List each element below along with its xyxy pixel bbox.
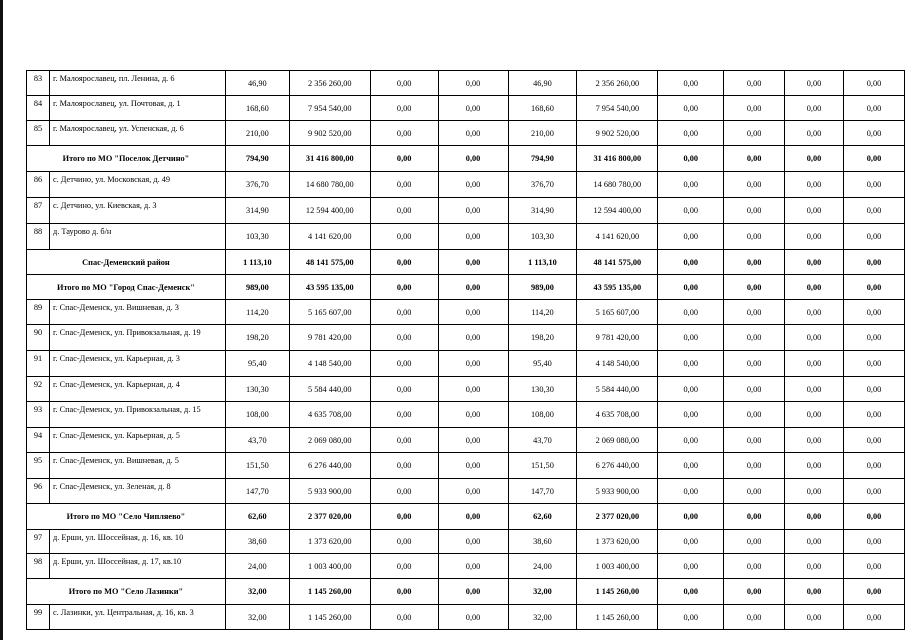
value-cell: 147,70 [508,479,577,504]
value-cell: 1 145 260,00 [577,579,658,605]
value-cell: 4 635 708,00 [577,402,658,428]
table-row [27,300,905,325]
row-number: 95 [27,453,50,479]
value-cell: 2 377 020,00 [577,504,658,530]
value-cell: 0,00 [843,377,904,402]
table-row [27,96,905,121]
value-cell: 0,00 [658,300,724,325]
value-cell: 95,40 [225,351,289,377]
value-cell: 2 377 020,00 [289,504,370,530]
value-cell: 9 781 420,00 [289,325,370,351]
value-cell: 151,50 [508,453,577,479]
value-cell: 1 113,10 [508,250,577,275]
value-cell: 4 148 540,00 [577,351,658,377]
value-cell: 31 416 800,00 [289,146,370,172]
value-cell: 0,00 [438,479,508,504]
value-cell: 0,00 [724,504,785,530]
value-cell: 0,00 [724,428,785,453]
row-number: 88 [27,224,50,250]
value-cell: 14 680 780,00 [577,172,658,198]
value-cell: 0,00 [658,479,724,504]
value-cell: 0,00 [370,224,438,250]
value-cell: 0,00 [438,300,508,325]
row-number: 94 [27,428,50,453]
value-cell: 0,00 [370,121,438,146]
table-row [27,479,905,504]
value-cell: 0,00 [658,71,724,96]
value-cell: 0,00 [438,275,508,300]
row-number: 91 [27,351,50,377]
value-cell: 0,00 [843,121,904,146]
value-cell: 0,00 [785,479,844,504]
row-number: 84 [27,96,50,121]
value-cell: 1 373 620,00 [289,530,370,554]
value-cell: 48 141 575,00 [289,250,370,275]
value-cell: 5 165 607,00 [289,300,370,325]
value-cell: 0,00 [785,377,844,402]
value-cell: 0,00 [843,325,904,351]
value-cell: 0,00 [370,96,438,121]
value-cell: 38,60 [508,530,577,554]
address-cell: г. Спас-Деменск, ул. Карьерная, д. 3 [49,351,225,377]
value-cell: 14 680 780,00 [289,172,370,198]
value-cell: 103,30 [225,224,289,250]
value-cell: 43,70 [508,428,577,453]
value-cell: 0,00 [724,377,785,402]
table-row [27,224,905,250]
value-cell: 24,00 [508,554,577,579]
value-cell: 0,00 [724,71,785,96]
value-cell: 0,00 [724,605,785,630]
value-cell: 0,00 [785,121,844,146]
table-row [27,377,905,402]
value-cell: 46,90 [508,71,577,96]
value-cell: 0,00 [438,402,508,428]
address-cell: г. Малоярославец, пл. Ленина, д. 6 [49,71,225,96]
value-cell: 1 373 620,00 [577,530,658,554]
value-cell: 0,00 [438,96,508,121]
value-cell: 198,20 [508,325,577,351]
value-cell: 0,00 [370,428,438,453]
value-cell: 0,00 [438,504,508,530]
value-cell: 6 276 440,00 [577,453,658,479]
value-cell: 0,00 [658,554,724,579]
value-cell: 0,00 [438,453,508,479]
value-cell: 46,90 [225,71,289,96]
value-cell: 0,00 [438,250,508,275]
value-cell: 0,00 [724,198,785,224]
document-page [26,70,905,630]
value-cell: 103,30 [508,224,577,250]
value-cell: 0,00 [658,579,724,605]
subtotal-label: Итого по МО "Поселок Детчино" [27,146,226,172]
value-cell: 5 933 900,00 [289,479,370,504]
value-cell: 0,00 [370,275,438,300]
row-number: 83 [27,71,50,96]
value-cell: 0,00 [658,377,724,402]
value-cell: 32,00 [225,579,289,605]
value-cell: 0,00 [438,224,508,250]
value-cell: 0,00 [724,96,785,121]
address-cell: г. Спас-Деменск, ул. Привокзальная, д. 15 [49,402,225,428]
value-cell: 4 635 708,00 [289,402,370,428]
value-cell: 0,00 [370,453,438,479]
table-body [27,71,905,630]
value-cell: 0,00 [438,71,508,96]
value-cell: 0,00 [843,224,904,250]
value-cell: 0,00 [843,579,904,605]
value-cell: 0,00 [370,172,438,198]
table-row [27,554,905,579]
table-row [27,402,905,428]
value-cell: 0,00 [843,402,904,428]
row-number: 93 [27,402,50,428]
value-cell: 0,00 [785,172,844,198]
value-cell: 0,00 [370,504,438,530]
value-cell: 0,00 [438,198,508,224]
address-cell: с. Лазинки, ул. Центральная, д. 16, кв. 3 [49,605,225,630]
value-cell: 1 003 400,00 [577,554,658,579]
value-cell: 0,00 [843,530,904,554]
value-cell: 0,00 [370,377,438,402]
value-cell: 0,00 [658,351,724,377]
value-cell: 0,00 [658,172,724,198]
value-cell: 0,00 [370,554,438,579]
table-row [27,71,905,96]
value-cell: 0,00 [843,605,904,630]
value-cell: 0,00 [843,428,904,453]
value-cell: 7 954 540,00 [289,96,370,121]
value-cell: 130,30 [508,377,577,402]
address-cell: д. Ерши, ул. Шоссейная, д. 17, кв.10 [49,554,225,579]
value-cell: 0,00 [438,351,508,377]
value-cell: 0,00 [785,96,844,121]
value-cell: 0,00 [370,530,438,554]
value-cell: 62,60 [508,504,577,530]
table-row [27,325,905,351]
value-cell: 6 276 440,00 [289,453,370,479]
value-cell: 2 356 260,00 [577,71,658,96]
value-cell: 314,90 [225,198,289,224]
address-cell: г. Малоярославец, ул. Успенская, д. 6 [49,121,225,146]
row-number: 92 [27,377,50,402]
table-row [27,453,905,479]
value-cell: 0,00 [785,579,844,605]
value-cell: 32,00 [508,579,577,605]
value-cell: 32,00 [508,605,577,630]
value-cell: 0,00 [658,325,724,351]
value-cell: 0,00 [658,198,724,224]
address-cell: г. Спас-Деменск, ул. Карьерная, д. 4 [49,377,225,402]
value-cell: 0,00 [658,250,724,275]
address-cell: г. Спас-Деменск, ул. Зеленая, д. 8 [49,479,225,504]
value-cell: 0,00 [658,605,724,630]
value-cell: 147,70 [225,479,289,504]
value-cell: 130,30 [225,377,289,402]
value-cell: 0,00 [438,377,508,402]
value-cell: 0,00 [438,172,508,198]
value-cell: 0,00 [724,402,785,428]
value-cell: 0,00 [658,275,724,300]
value-cell: 2 356 260,00 [289,71,370,96]
value-cell: 0,00 [785,504,844,530]
value-cell: 0,00 [724,172,785,198]
value-cell: 0,00 [843,453,904,479]
subtotal-label: Итого по МО "Город Спас-Деменск" [27,275,226,300]
value-cell: 0,00 [785,325,844,351]
value-cell: 0,00 [843,172,904,198]
row-number: 96 [27,479,50,504]
address-cell: с. Детчино, ул. Киевская, д. 3 [49,198,225,224]
value-cell: 5 584 440,00 [289,377,370,402]
value-cell: 0,00 [370,325,438,351]
value-cell: 0,00 [438,579,508,605]
subtotal-row [27,275,905,300]
value-cell: 0,00 [438,605,508,630]
value-cell: 31 416 800,00 [577,146,658,172]
value-cell: 9 902 520,00 [577,121,658,146]
value-cell: 0,00 [438,554,508,579]
value-cell: 0,00 [843,275,904,300]
value-cell: 0,00 [843,504,904,530]
value-cell: 989,00 [225,275,289,300]
value-cell: 0,00 [785,530,844,554]
value-cell: 24,00 [225,554,289,579]
row-number: 90 [27,325,50,351]
value-cell: 376,70 [225,172,289,198]
subtotal-row [27,504,905,530]
value-cell: 0,00 [658,224,724,250]
subtotal-row [27,250,905,275]
subtotal-label: Итого по МО "Село Лазинки" [27,579,226,605]
value-cell: 9 781 420,00 [577,325,658,351]
value-cell: 1 003 400,00 [289,554,370,579]
table-row [27,351,905,377]
value-cell: 0,00 [658,504,724,530]
value-cell: 5 933 900,00 [577,479,658,504]
value-cell: 0,00 [370,479,438,504]
address-cell: д. Ерши, ул. Шоссейная, д. 16, кв. 10 [49,530,225,554]
value-cell: 168,60 [508,96,577,121]
value-cell: 0,00 [438,146,508,172]
table-row [27,428,905,453]
value-cell: 314,90 [508,198,577,224]
value-cell: 48 141 575,00 [577,250,658,275]
value-cell: 0,00 [370,351,438,377]
value-cell: 0,00 [785,224,844,250]
value-cell: 0,00 [785,275,844,300]
housing-program-table [26,70,905,630]
value-cell: 0,00 [438,325,508,351]
row-number: 87 [27,198,50,224]
value-cell: 43 595 135,00 [577,275,658,300]
value-cell: 38,60 [225,530,289,554]
table-row [27,605,905,630]
address-cell: с. Детчино, ул. Московская, д. 49 [49,172,225,198]
value-cell: 0,00 [658,453,724,479]
value-cell: 376,70 [508,172,577,198]
value-cell: 0,00 [370,300,438,325]
value-cell: 0,00 [658,121,724,146]
table-row [27,121,905,146]
value-cell: 12 594 400,00 [289,198,370,224]
value-cell: 0,00 [370,146,438,172]
value-cell: 114,20 [508,300,577,325]
value-cell: 0,00 [658,402,724,428]
value-cell: 7 954 540,00 [577,96,658,121]
value-cell: 210,00 [225,121,289,146]
value-cell: 0,00 [785,402,844,428]
value-cell: 0,00 [370,250,438,275]
address-cell: г. Малоярославец, ул. Почтовая, д. 1 [49,96,225,121]
value-cell: 0,00 [785,300,844,325]
value-cell: 43,70 [225,428,289,453]
value-cell: 0,00 [785,250,844,275]
value-cell: 0,00 [785,453,844,479]
address-cell: г. Спас-Деменск, ул. Привокзальная, д. 19 [49,325,225,351]
address-cell: г. Спас-Деменск, ул. Вишневая, д. 3 [49,300,225,325]
value-cell: 1 113,10 [225,250,289,275]
value-cell: 1 145 260,00 [289,605,370,630]
value-cell: 0,00 [785,71,844,96]
value-cell: 0,00 [785,605,844,630]
value-cell: 0,00 [658,146,724,172]
value-cell: 1 145 260,00 [289,579,370,605]
value-cell: 0,00 [370,605,438,630]
value-cell: 0,00 [438,121,508,146]
value-cell: 0,00 [658,428,724,453]
address-cell: г. Спас-Деменск, ул. Карьерная, д. 5 [49,428,225,453]
value-cell: 210,00 [508,121,577,146]
value-cell: 989,00 [508,275,577,300]
value-cell: 0,00 [724,146,785,172]
value-cell: 0,00 [843,250,904,275]
value-cell: 4 141 620,00 [289,224,370,250]
value-cell: 0,00 [370,402,438,428]
value-cell: 0,00 [724,325,785,351]
value-cell: 0,00 [724,530,785,554]
value-cell: 0,00 [724,479,785,504]
value-cell: 9 902 520,00 [289,121,370,146]
value-cell: 1 145 260,00 [577,605,658,630]
value-cell: 0,00 [843,96,904,121]
subtotal-row [27,146,905,172]
value-cell: 0,00 [843,351,904,377]
value-cell: 2 069 080,00 [577,428,658,453]
value-cell: 0,00 [438,530,508,554]
value-cell: 0,00 [370,198,438,224]
subtotal-label: Спас-Деменский район [27,250,226,275]
value-cell: 0,00 [785,351,844,377]
value-cell: 0,00 [724,300,785,325]
row-number: 98 [27,554,50,579]
value-cell: 5 165 607,00 [577,300,658,325]
value-cell: 114,20 [225,300,289,325]
value-cell: 198,20 [225,325,289,351]
value-cell: 0,00 [724,351,785,377]
value-cell: 4 148 540,00 [289,351,370,377]
table-row [27,198,905,224]
value-cell: 0,00 [843,554,904,579]
table-row [27,172,905,198]
value-cell: 32,00 [225,605,289,630]
value-cell: 0,00 [785,428,844,453]
value-cell: 0,00 [843,300,904,325]
value-cell: 12 594 400,00 [577,198,658,224]
value-cell: 0,00 [724,554,785,579]
value-cell: 0,00 [843,479,904,504]
value-cell: 0,00 [658,96,724,121]
row-number: 85 [27,121,50,146]
table-row [27,530,905,554]
row-number: 97 [27,530,50,554]
row-number: 89 [27,300,50,325]
value-cell: 0,00 [785,198,844,224]
value-cell: 0,00 [438,428,508,453]
value-cell: 168,60 [225,96,289,121]
value-cell: 794,90 [225,146,289,172]
subtotal-label: Итого по МО "Село Чипляево" [27,504,226,530]
value-cell: 62,60 [225,504,289,530]
value-cell: 0,00 [843,198,904,224]
value-cell: 0,00 [724,250,785,275]
value-cell: 0,00 [724,579,785,605]
value-cell: 794,90 [508,146,577,172]
value-cell: 108,00 [225,402,289,428]
value-cell: 0,00 [785,554,844,579]
row-number: 86 [27,172,50,198]
value-cell: 43 595 135,00 [289,275,370,300]
value-cell: 0,00 [843,71,904,96]
value-cell: 0,00 [370,71,438,96]
value-cell: 151,50 [225,453,289,479]
address-cell: г. Спас-Деменск, ул. Вишневая, д. 5 [49,453,225,479]
value-cell: 0,00 [843,146,904,172]
value-cell: 0,00 [785,146,844,172]
row-number: 99 [27,605,50,630]
address-cell: д. Таурово д. б/н [49,224,225,250]
value-cell: 0,00 [724,121,785,146]
value-cell: 95,40 [508,351,577,377]
value-cell: 0,00 [658,530,724,554]
scan-edge [0,0,3,640]
value-cell: 4 141 620,00 [577,224,658,250]
value-cell: 5 584 440,00 [577,377,658,402]
value-cell: 108,00 [508,402,577,428]
value-cell: 0,00 [724,453,785,479]
value-cell: 0,00 [724,275,785,300]
value-cell: 2 069 080,00 [289,428,370,453]
value-cell: 0,00 [370,579,438,605]
subtotal-row [27,579,905,605]
value-cell: 0,00 [724,224,785,250]
